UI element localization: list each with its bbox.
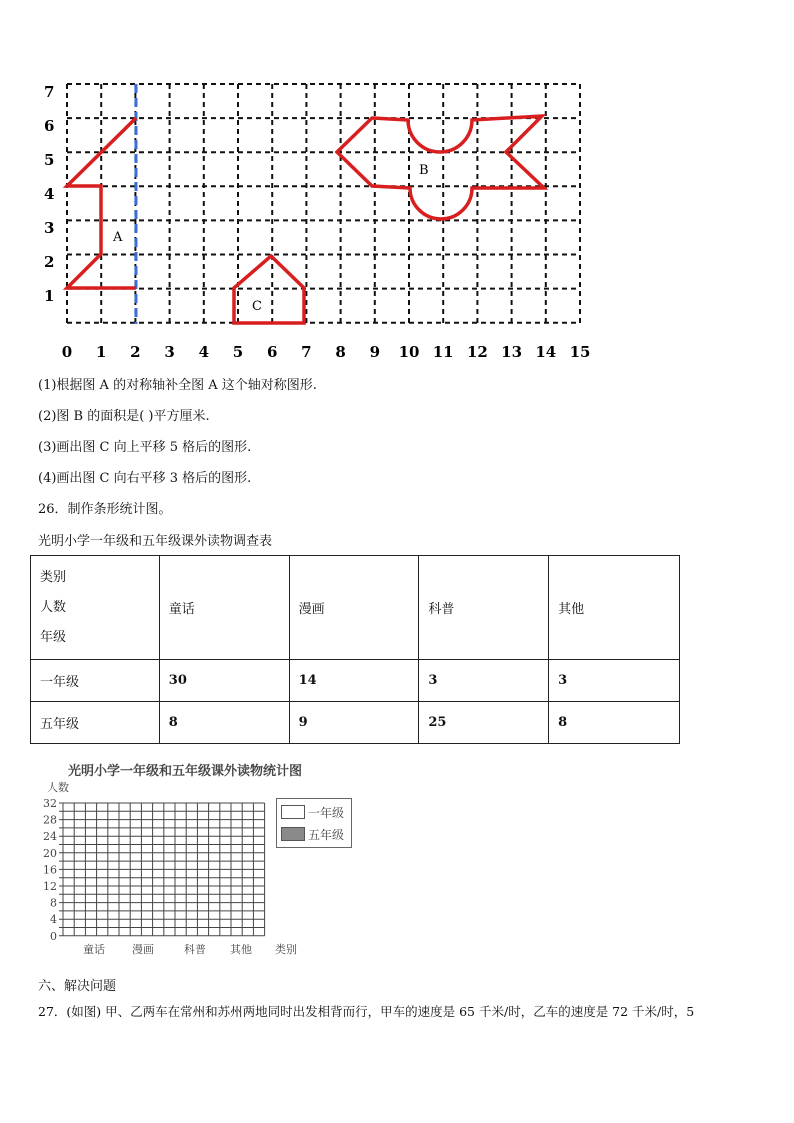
x-axis-label: 0: [61, 343, 73, 361]
y-axis-label: 1: [44, 287, 55, 305]
chart-y-tick: 8: [50, 896, 57, 910]
chart-y-tick: 24: [43, 830, 57, 844]
question-3: (3)画出图 C 向上平移 5 格后的图形.: [38, 440, 252, 455]
shape-b: [337, 116, 544, 219]
legend-label-grade5: 五年级: [308, 827, 345, 842]
table-row: [31, 660, 680, 702]
corner-count: 人数: [40, 599, 67, 615]
x-axis-label: 14: [535, 343, 557, 361]
table-cell: 3: [419, 660, 549, 702]
chart-y-tick: 20: [43, 846, 57, 860]
chart-y-tick: 16: [43, 863, 57, 877]
row-grade: 一年级: [31, 660, 160, 702]
chart-y-ticks: [43, 797, 57, 943]
chart-title: 光明小学一年级和五年级课外读物统计图: [68, 764, 303, 779]
chart-x-label: 类别: [275, 943, 297, 956]
table-cell: 14: [289, 660, 419, 702]
column-header: 其他: [549, 556, 680, 660]
shape-a-label: A: [113, 230, 123, 245]
chart-y-tick: 4: [50, 913, 57, 927]
question-26: 26．制作条形统计图。: [38, 502, 172, 517]
y-axis-label: 7: [44, 83, 55, 101]
column-header: 童话: [159, 556, 289, 660]
question-4: (4)画出图 C 向右平移 3 格后的图形.: [38, 471, 252, 486]
x-axis-label: 15: [569, 343, 591, 361]
x-axis-label: 11: [432, 343, 454, 361]
grid-figure: [0, 0, 794, 370]
y-axis-label: 6: [44, 117, 55, 135]
legend-swatch-grade5: [281, 827, 305, 841]
x-axis-label: 9: [369, 343, 381, 361]
y-axis-label: 3: [44, 219, 55, 237]
shape-a: [67, 118, 136, 288]
table-cell: 3: [549, 660, 680, 702]
question-1: (1)根据图 A 的对称轴补全图 A 这个轴对称图形.: [38, 378, 317, 393]
chart-grid: [59, 803, 265, 936]
x-axis-label: 4: [198, 343, 210, 361]
row-grade: 五年级: [31, 702, 160, 744]
x-axis-label: 8: [335, 343, 346, 361]
chart-category-label: 其他: [230, 943, 252, 956]
legend-item-grade5: [281, 827, 344, 841]
x-axis-label: 1: [95, 343, 107, 361]
legend-label-grade1: 一年级: [308, 805, 345, 820]
legend-swatch-grade1: [281, 805, 305, 819]
chart-y-tick: 12: [43, 880, 57, 893]
chart-y-tick: 28: [43, 813, 57, 827]
y-axis-labels: [44, 83, 54, 305]
table-cell: 8: [549, 702, 680, 744]
chart-categories: [83, 942, 252, 956]
chart-category-label: 漫画: [132, 943, 154, 956]
y-axis-label: 5: [44, 151, 55, 169]
chart-category-label: 科普: [184, 943, 206, 956]
y-axis-label: 2: [44, 253, 55, 271]
x-axis-label: 6: [266, 343, 278, 361]
chart-legend: [276, 798, 352, 848]
table-header-row: [31, 556, 680, 660]
table-cell: 30: [159, 660, 289, 702]
table-row: [31, 702, 680, 744]
shape-c-label: C: [252, 299, 262, 314]
corner-category: 类别: [40, 569, 67, 585]
column-header: 科普: [419, 556, 549, 660]
header-corner-cell: [31, 556, 160, 660]
chart-y-tick: 32: [43, 797, 57, 810]
table-cell: 25: [419, 702, 549, 744]
corner-grade: 年级: [40, 629, 67, 645]
y-axis-label: 4: [44, 185, 55, 203]
question-27: 27．(如图) 甲、乙两车在常州和苏州两地同时出发相背而行，甲车的速度是 65 千米/时，乙车的速度是 72 千米/时，5: [38, 1004, 695, 1019]
x-axis-label: 5: [232, 343, 244, 361]
table-cell: 8: [159, 702, 289, 744]
table-cell: 9: [289, 702, 419, 744]
x-axis-label: 13: [501, 343, 523, 361]
x-axis-label: 12: [466, 343, 488, 361]
x-axis-label: 3: [164, 343, 175, 361]
x-axis-label: 2: [130, 343, 141, 361]
column-header: 漫画: [289, 556, 419, 660]
chart-y-tick: 0: [50, 929, 57, 943]
legend-item-grade1: [281, 805, 344, 819]
survey-table: [30, 555, 680, 744]
x-axis-label: 10: [398, 343, 420, 361]
x-axis-label: 7: [301, 343, 312, 361]
chart-category-label: 童话: [83, 943, 105, 956]
shape-b-label: B: [419, 163, 429, 178]
question-2: (2)图 B 的面积是( )平方厘米.: [38, 409, 210, 424]
section-heading: 六、解决问题: [38, 979, 117, 994]
table-title: 光明小学一年级和五年级课外读物调查表: [38, 534, 273, 549]
chart-y-label: 人数: [47, 781, 69, 794]
x-axis-labels: [62, 343, 591, 361]
